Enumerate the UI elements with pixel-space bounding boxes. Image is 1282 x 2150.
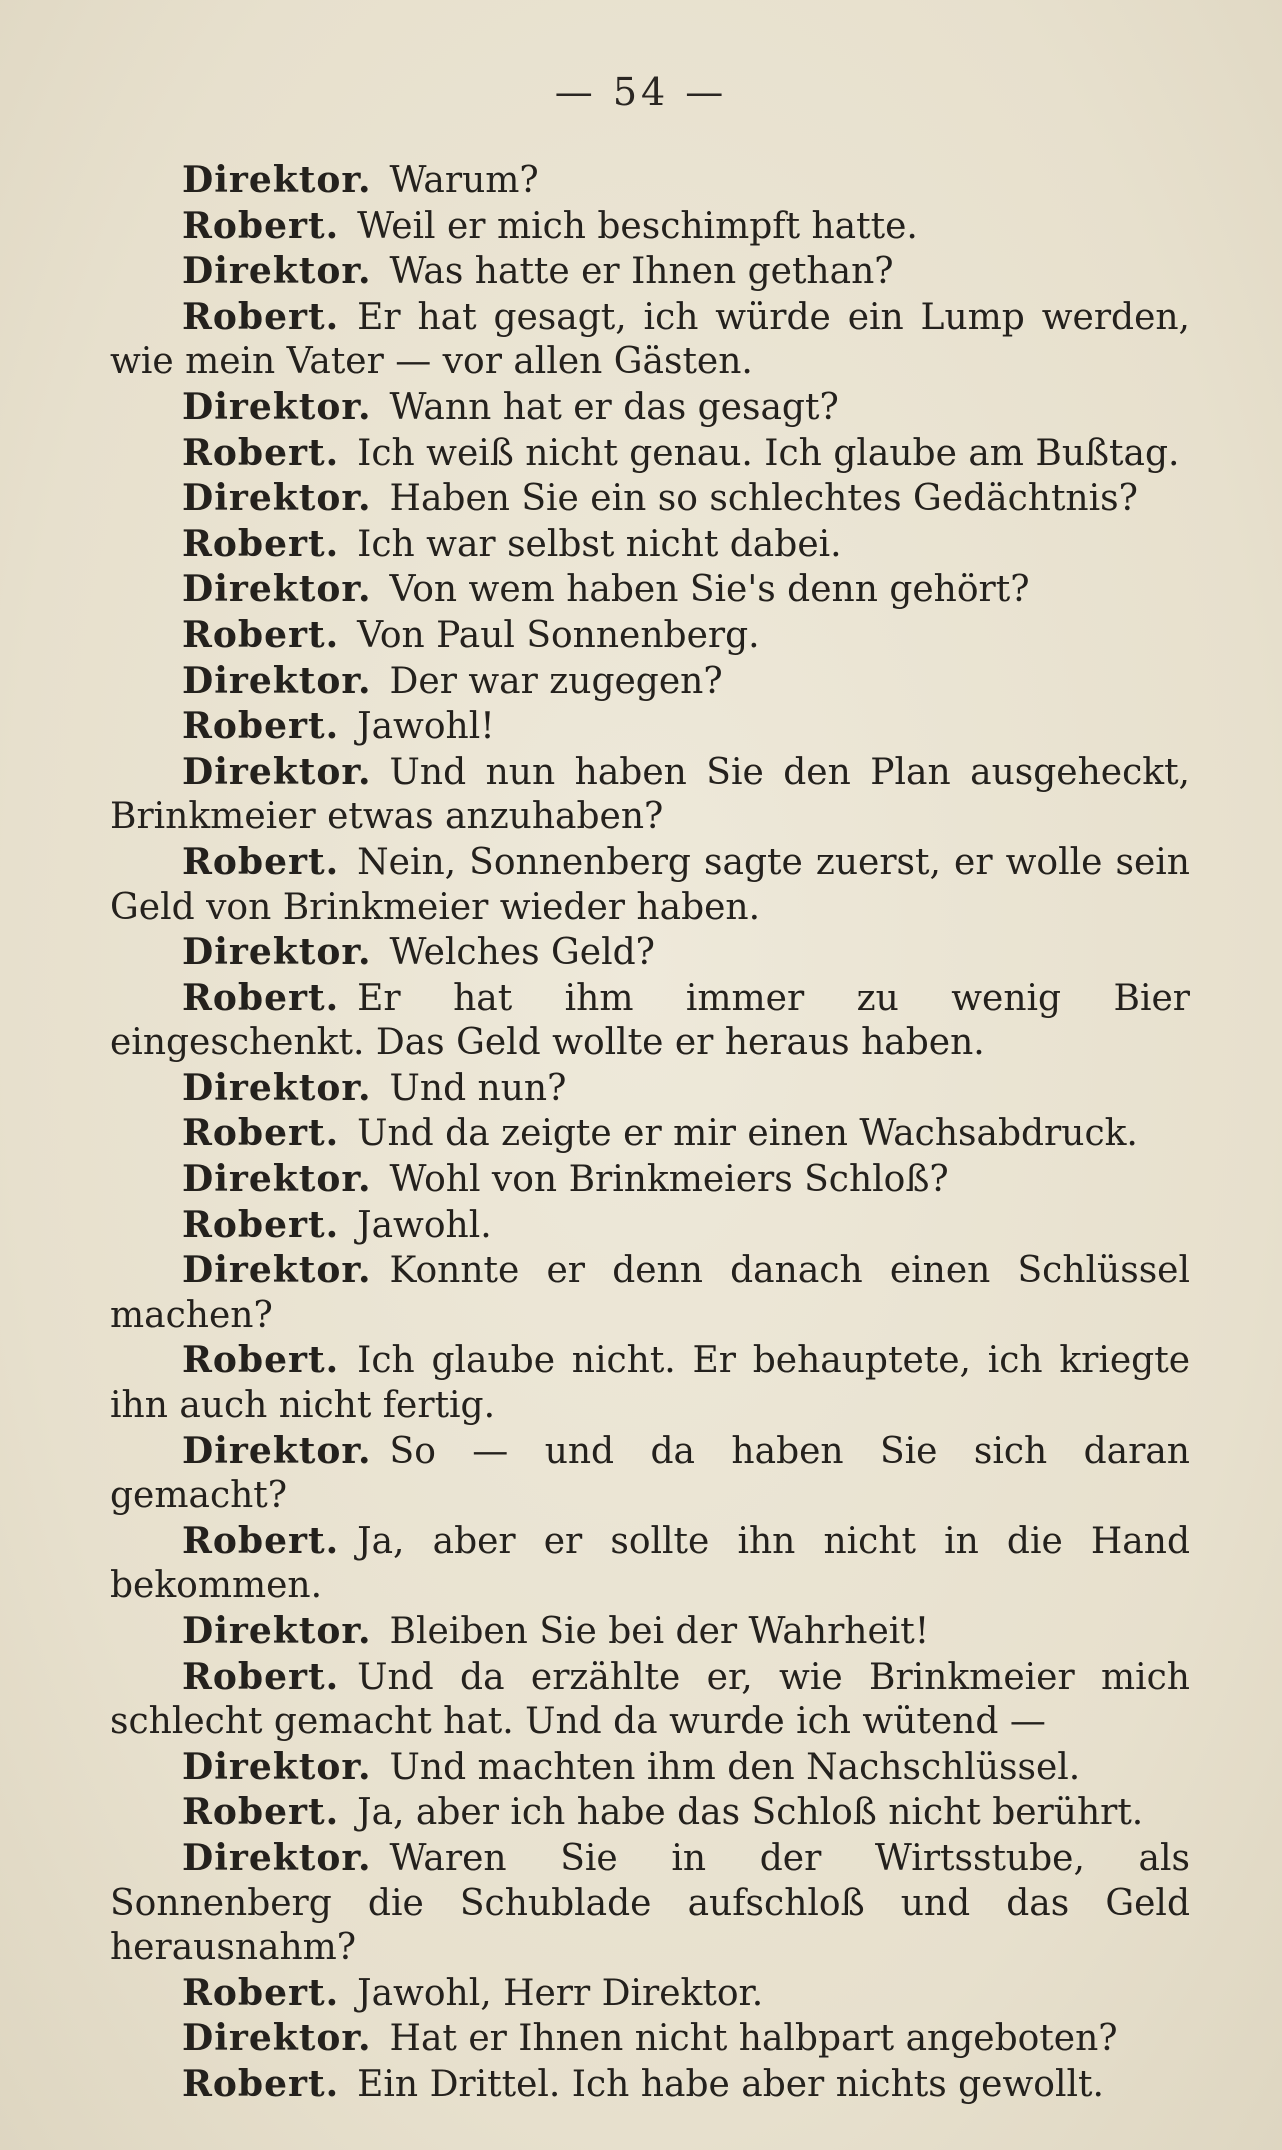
speaker-name: Robert. [182,976,340,1019]
dialogue-line [110,2016,1190,2062]
speaker-name: Robert. [182,431,340,474]
speech-text: Hat er Ihnen nicht halbpart angeboten? [389,2018,1118,2060]
dialogue-line [110,704,1190,750]
speaker-name: Direktor. [182,250,372,293]
speech-text: Waren Sie in der Wirtsstube, als Sonnenberg die Schublade aufschloß und das Geld herausnahm? [110,1837,1190,1969]
dialogue-line [110,1655,1190,1745]
speaker-name: Robert. [182,1339,340,1382]
speaker-name: Robert. [182,705,340,748]
speech-text: Und machten ihm den Nachschlüssel. [389,1746,1081,1788]
speaker-name: Robert. [182,522,340,565]
speaker-name: Direktor. [182,1610,372,1652]
speaker-name: Robert. [182,1655,340,1698]
speaker-name: Direktor. [182,659,372,702]
speech-text: Jawohl! [357,706,495,748]
dialogue-line [110,930,1190,976]
speech-text: Weil er mich beschimpft hatte. [357,205,918,247]
speech-text: Ein Drittel. Ich habe aber nichts gewollt. [357,2063,1104,2105]
dialogue-line [110,1790,1190,1836]
dialogue-line [110,613,1190,659]
dialogue-line [110,1203,1190,1249]
speaker-name: Robert. [182,1971,340,2014]
speaker-name: Direktor. [182,1429,372,1472]
dialogue-line [110,1745,1190,1791]
speech-text: Ich weiß nicht genau. Ich glaube am Bußtag. [357,432,1180,474]
dialogue-line [110,522,1190,568]
dialogue-line [110,204,1190,250]
speech-text: Welches Geld? [389,932,655,974]
speaker-name: Robert. [182,840,340,883]
speaker-name: Robert. [182,1519,340,1562]
dialogue-line [110,659,1190,705]
dialogue-line [110,567,1190,613]
dialogue-line [110,295,1190,385]
speech-text: Bleiben Sie bei der Wahrheit! [389,1611,930,1652]
dialogue-line [110,750,1190,840]
speech-text: Warum? [389,160,539,201]
dialogue-line [110,1971,1190,2017]
speaker-name: Robert. [182,613,340,656]
dialogue-line [110,1519,1190,1609]
speech-text: Wohl von Brinkmeiers Schloß? [389,1159,949,1201]
speaker-name: Robert. [182,1203,340,1246]
speaker-name: Direktor. [182,2017,372,2060]
dialogue-line [110,1248,1190,1338]
speech-text: Und da zeigte er mir einen Wachsabdruck. [357,1113,1138,1155]
speech-text: Nein, Sonnenberg sagte zuerst, er wolle sein Geld von Brinkmeier wieder haben. [110,841,1190,928]
speech-text: Ja, aber ich habe das Schloß nicht berührt. [357,1792,1144,1834]
speaker-name: Robert. [182,1112,340,1155]
dialogue-line [110,1609,1190,1655]
speaker-name: Direktor. [182,1066,372,1109]
speaker-name: Direktor. [182,1249,372,1292]
dialogue-text [110,158,1190,2108]
speaker-name: Direktor. [182,750,372,793]
speech-text: Jawohl. [357,1204,492,1246]
speaker-name: Direktor. [182,477,372,520]
dialogue-line [110,976,1190,1066]
dialogue-line [110,1338,1190,1428]
dialogue-line [110,1066,1190,1112]
speech-text: Ich war selbst nicht dabei. [357,523,842,565]
speaker-name: Direktor. [182,1158,372,1201]
dialogue-line [110,1836,1190,1971]
speaker-name: Direktor. [182,931,372,974]
page-number: — 54 — [554,70,728,114]
speaker-name: Direktor. [182,1745,372,1788]
dialogue-line [110,1111,1190,1157]
dialogue-line [110,158,1190,204]
dialogue-line [110,1429,1190,1519]
speaker-name: Robert. [182,295,340,338]
speaker-name: Robert. [182,204,340,247]
speech-text: Ich glaube nicht. Er behauptete, ich kriegte ihn auch nicht fertig. [110,1340,1190,1427]
speech-text: Von wem haben Sie's denn gehört? [389,569,1030,611]
speech-text: Er hat ihm immer zu wenig Bier eingeschenkt. Das Geld wollte er heraus haben. [110,977,1190,1064]
speech-text: Jawohl, Herr Direktor. [357,1972,764,2014]
speaker-name: Direktor. [182,159,372,201]
dialogue-line [110,2062,1190,2108]
speech-text: Und nun? [389,1067,567,1109]
dialogue-line [110,385,1190,431]
dialogue-line [110,840,1190,930]
dialogue-line [110,476,1190,522]
speech-text: Ja, aber er sollte ihn nicht in die Hand bekommen. [110,1520,1190,1607]
speech-text: So — und da haben Sie sich daran gemacht? [110,1430,1190,1517]
speech-text: Und nun haben Sie den Plan ausgeheckt, Brinkmeier etwas anzuhaben? [110,751,1190,838]
speaker-name: Robert. [182,1791,340,1834]
speaker-name: Direktor. [182,1836,372,1879]
speech-text: Wann hat er das gesagt? [389,386,839,428]
speech-text: Von Paul Sonnenberg. [357,614,760,656]
dialogue-line [110,249,1190,295]
speech-text: Haben Sie ein so schlechtes Gedächtnis? [389,478,1138,520]
dialogue-line [110,1157,1190,1203]
speech-text: Und da erzählte er, wie Brinkmeier mich schlecht gemacht hat. Und da wurde ich wütend — [110,1656,1190,1743]
speech-text: Er hat gesagt, ich würde ein Lump werden, wie mein Vater — vor allen Gästen. [110,296,1190,383]
speech-text: Der war zugegen? [389,660,723,702]
speaker-name: Direktor. [182,568,372,611]
speaker-name: Direktor. [182,385,372,428]
speech-text: Was hatte er Ihnen gethan? [389,251,894,293]
speech-text: Konnte er denn danach einen Schlüssel machen? [110,1250,1190,1336]
speaker-name: Robert. [182,2062,340,2105]
dialogue-line [110,431,1190,477]
